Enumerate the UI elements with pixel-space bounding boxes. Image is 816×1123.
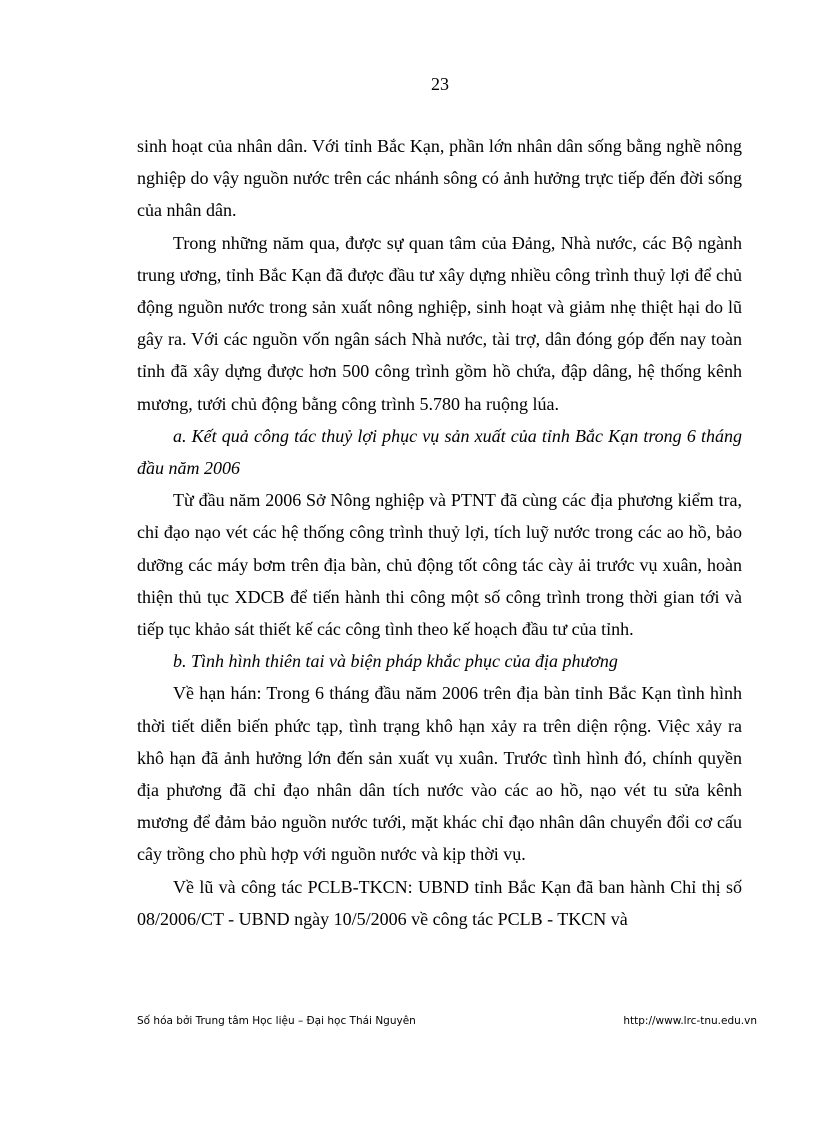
page-number: 23 [431,74,449,94]
paragraph-drought: Về hạn hán: Trong 6 tháng đầu năm 2006 trên địa bàn tỉnh Bắc Kạn tình hình thời tiết diễn biến phức tạp, tình trạng khô hạn xảy ra trên diện rộng. Việc xảy ra khô hạn đã ảnh hưởng lớn đến sản xuất vụ xuân. Trước tình hình đó, chính quyền địa phương đã chỉ đạo nhân dân tích nước vào các ao hồ, nạo vét tu sửa kênh mương để đảm bảo nguồn nước tưới, mặt khác chỉ đạo nhân dân chuyển đổi cơ cấu cây trồng cho phù hợp với nguồn nước và kịp thời vụ. [137,683,742,865]
page-footer [137,1013,757,1029]
paragraph-flood-control: Về lũ và công tác PCLB-TKCN: UBND tỉnh Bắc Kạn đã ban hành Chỉ thị số 08/2006/CT - UBND ngày 10/5/2006 về công tác PCLB - TKCN và [137,876,742,929]
body-text [137,130,742,935]
section-heading-b: b. Tình hình thiên tai và biện pháp khắc phục của địa phương [173,651,618,672]
footer-source: Số hóa bởi Trung tâm Học liệu – Đại học Thái Nguyên [137,1015,416,1027]
footer-url: http://www.lrc-tnu.edu.vn [623,1015,757,1027]
paragraph-continuation: sinh hoạt của nhân dân. Với tỉnh Bắc Kạn, phần lớn nhân dân sống bằng nghề nông nghiệp do vậy nguồn nước trên các nhánh sông có ảnh hưởng trực tiếp đến đời sống của nhân dân. [137,136,742,221]
section-heading-a: a. Kết quả công tác thuỷ lợi phục vụ sản xuất của tỉnh Bắc Kạn trong 6 tháng đầu năm 2006 [137,425,742,479]
paragraph-investment: Trong những năm qua, được sự quan tâm của Đảng, Nhà nước, các Bộ ngành trung ương, tỉnh Bắc Kạn đã được đầu tư xây dựng nhiều công trình thuỷ lợi để chủ động nguồn nước trong sản xuất nông nghiệp, sinh hoạt và giảm nhẹ thiệt hại do lũ gây ra. Với các nguồn vốn ngân sách Nhà nước, tài trợ, dân đóng góp đến nay toàn tỉnh đã xây dựng được hơn 500 công trình gồm hồ chứa, đập dâng, hệ thống kênh mương, tưới chủ động bằng công trình 5.780 ha ruộng lúa. [137,232,742,414]
paragraph-irrigation-results: Từ đầu năm 2006 Sở Nông nghiệp và PTNT đã cùng các địa phương kiểm tra, chỉ đạo nạo vét các hệ thống công trình thuỷ lợi, tích luỹ nước trong các ao hồ, bảo dưỡng các máy bơm trên địa bàn, chủ động tốt công tác cày ải trước vụ xuân, hoàn thiện thủ tục XDCB để tiến hành thi công một số công trình trong thời gian tới và tiếp tục khảo sát thiết kế các công tình theo kế hoạch đầu tư của tỉnh. [137,490,742,640]
